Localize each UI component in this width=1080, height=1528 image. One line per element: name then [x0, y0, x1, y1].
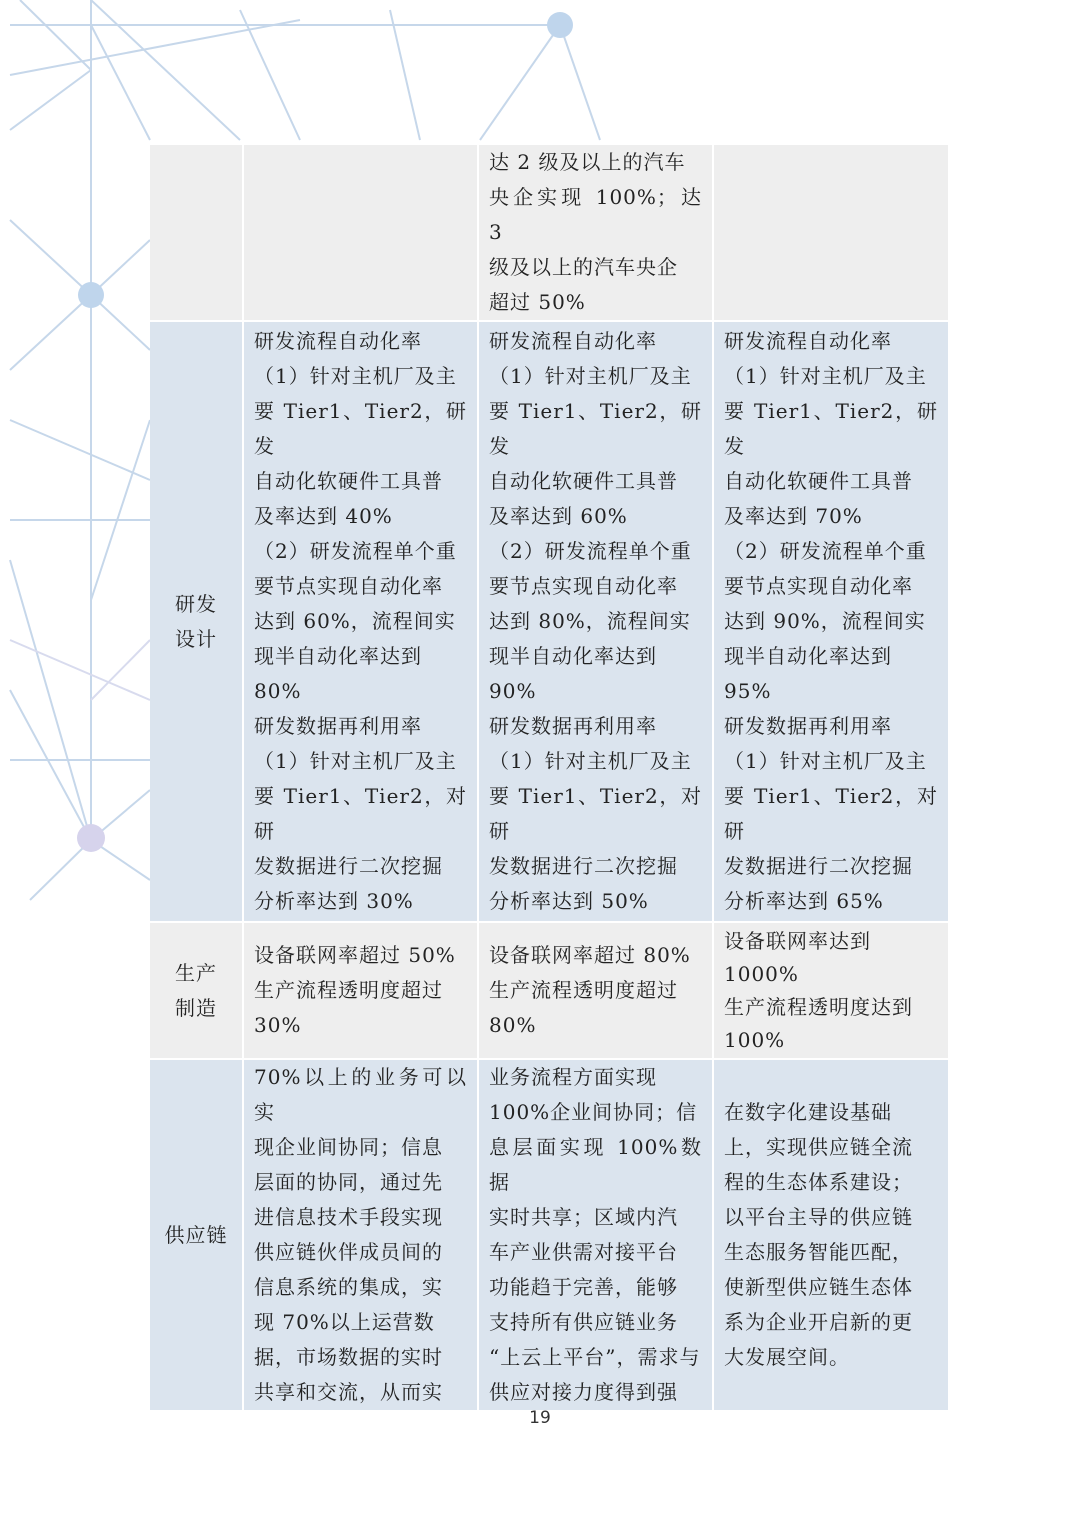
table-cell: [478, 1059, 713, 1411]
cell-text-line: 信息系统的集成，实: [254, 1275, 443, 1299]
cell-text-line: 大发展空间。: [724, 1345, 850, 1369]
cell-text-line: 达到 60%，流程间实: [254, 609, 456, 633]
cell-text-line: 央企实现 100%；达 3: [489, 185, 702, 244]
table-cell: [478, 321, 713, 922]
cell-text-line: 要节点实现自动化率: [724, 574, 913, 598]
cell-text-line: 发数据进行二次挖掘: [489, 854, 678, 878]
cell-text-line: 分析率达到 30%: [254, 889, 414, 913]
cell-text-line: 自动化软硬件工具普: [724, 469, 913, 493]
cell-text-line: 支持所有供应链业务: [489, 1310, 678, 1334]
cell-text-line: 100%: [724, 1027, 786, 1052]
cell-text-line: 设计: [175, 626, 217, 651]
cell-text-line: 供应对接力度得到强: [489, 1380, 678, 1404]
cell-text-line: 要 Tier1、Tier2，对研: [254, 784, 467, 843]
table-cell: [243, 145, 478, 321]
table-cell: [713, 321, 948, 922]
cell-text-line: 研发流程自动化率: [254, 329, 422, 353]
cell-text-line: 研发流程自动化率: [724, 329, 892, 353]
cell-text-line: 现 70%以上运营数: [254, 1310, 435, 1334]
cell-text-line: 及率达到 60%: [489, 504, 628, 528]
cell-text-line: 研发数据再利用率: [489, 714, 657, 738]
cell-text-line: 达 2 级及以上的汽车: [489, 150, 686, 174]
cell-text-line: 研发: [175, 591, 217, 616]
cell-text-line: 系为企业开启新的更: [724, 1310, 913, 1334]
cell-text-line: 在数字化建设基础: [724, 1100, 892, 1124]
cell-text-line: （2）研发流程单个重: [489, 539, 692, 563]
cell-text-line: 生产: [175, 960, 217, 985]
cell-text-line: 90%: [489, 679, 537, 703]
cell-text-line: 实时共享；区域内汽: [489, 1205, 678, 1229]
cell-text-line: 自动化软硬件工具普: [254, 469, 443, 493]
cell-text-line: （2）研发流程单个重: [254, 539, 457, 563]
cell-text-line: 分析率达到 50%: [489, 889, 649, 913]
cell-text-line: （1）针对主机厂及主: [254, 364, 457, 388]
cell-text-line: 95%: [724, 679, 772, 703]
cell-text-line: 现半自动化率达到: [254, 644, 422, 668]
cell-text-line: （1）针对主机厂及主: [724, 364, 927, 388]
cell-text-line: 80%: [254, 679, 302, 703]
table-cell: [243, 1059, 478, 1411]
table-row-header: [150, 145, 243, 321]
cell-text-line: 要 Tier1、Tier2，对研: [489, 784, 702, 843]
cell-text-line: 设备联网率超过 50%: [254, 943, 456, 967]
cell-text-line: 以平台主导的供应链: [724, 1205, 913, 1229]
cell-text-line: 供应链伙伴成员间的: [254, 1240, 443, 1264]
cell-text-line: 研发数据再利用率: [724, 714, 892, 738]
cell-text-line: 供应链: [164, 1222, 228, 1247]
table-row-header: [150, 922, 243, 1059]
cell-text-line: 现企业间协同；信息: [254, 1135, 443, 1159]
cell-text-line: 要节点实现自动化率: [254, 574, 443, 598]
cell-text-line: 息层面实现 100%数据: [489, 1135, 702, 1194]
cell-text-line: 要 Tier1、Tier2，研发: [254, 399, 467, 458]
cell-text-line: 功能趋于完善，能够: [489, 1275, 678, 1299]
cell-text-line: 业务流程方面实现: [489, 1065, 657, 1089]
table-cell: [713, 145, 948, 321]
cell-text-line: （1）针对主机厂及主: [724, 749, 927, 773]
cell-text-line: 车产业供需对接平台: [489, 1240, 678, 1264]
cell-text-line: 生态服务智能匹配，: [724, 1240, 913, 1264]
cell-text-line: 级及以上的汽车央企: [489, 255, 678, 279]
table-cell: [243, 321, 478, 922]
cell-text-line: 100%企业间协同；信: [489, 1100, 698, 1124]
table-row-continued: [150, 145, 948, 321]
cell-text-line: 分析率达到 65%: [724, 889, 884, 913]
cell-text-line: 制造: [175, 995, 217, 1020]
table-row-header: [150, 1059, 243, 1411]
data-table: [150, 145, 948, 1412]
cell-text-line: 生产流程透明度达到: [724, 994, 913, 1019]
cell-text-line: 要 Tier1、Tier2，研发: [724, 399, 938, 458]
cell-text-line: 研发数据再利用率: [254, 714, 422, 738]
table-cell: [713, 1059, 948, 1411]
cell-text-line: 层面的协同，通过先: [254, 1170, 443, 1194]
table-cell: [713, 922, 948, 1059]
cell-text-line: 要节点实现自动化率: [489, 574, 678, 598]
cell-text-line: 自动化软硬件工具普: [489, 469, 678, 493]
cell-text-line: （1）针对主机厂及主: [489, 749, 692, 773]
cell-text-line: 使新型供应链生态体: [724, 1275, 913, 1299]
cell-text-line: 共享和交流，从而实: [254, 1380, 443, 1404]
table-cell: [478, 145, 713, 321]
table-cell: [243, 922, 478, 1059]
cell-text-line: （1）针对主机厂及主: [489, 364, 692, 388]
cell-text-line: 超过 50%: [489, 290, 586, 314]
cell-text-line: 现半自动化率达到: [489, 644, 657, 668]
cell-text-line: 设备联网率达到: [724, 928, 871, 953]
cell-text-line: （2）研发流程单个重: [724, 539, 927, 563]
cell-text-line: 达到 90%，流程间实: [724, 609, 926, 633]
cell-text-line: 生产流程透明度超过: [254, 978, 443, 1002]
cell-text-line: 上，实现供应链全流: [724, 1135, 913, 1159]
cell-text-line: 30%: [254, 1013, 302, 1037]
cell-text-line: 进信息技术手段实现: [254, 1205, 443, 1229]
cell-text-line: 70%以上的业务可以实: [254, 1065, 467, 1124]
cell-text-line: 要 Tier1、Tier2，研发: [489, 399, 702, 458]
table-row-supply-chain: [150, 1059, 948, 1411]
cell-text-line: 现半自动化率达到: [724, 644, 892, 668]
cell-text-line: 发数据进行二次挖掘: [724, 854, 913, 878]
cell-text-line: 生产流程透明度超过: [489, 978, 678, 1002]
cell-text-line: （1）针对主机厂及主: [254, 749, 457, 773]
cell-text-line: 及率达到 40%: [254, 504, 393, 528]
cell-text-line: 1000%: [724, 961, 799, 986]
table-row-rnd-design: [150, 321, 948, 922]
table-row-header: [150, 321, 243, 922]
cell-text-line: 程的生态体系建设；: [724, 1170, 913, 1194]
cell-text-line: 达到 80%，流程间实: [489, 609, 691, 633]
cell-text-line: 据，市场数据的实时: [254, 1345, 443, 1369]
table-cell: [478, 922, 713, 1059]
cell-text-line: 及率达到 70%: [724, 504, 863, 528]
cell-text-line: 80%: [489, 1013, 537, 1037]
cell-text-line: 要 Tier1、Tier2，对研: [724, 784, 938, 843]
table-row-manufacturing: [150, 922, 948, 1059]
cell-text-line: “上云上平台”，需求与: [489, 1345, 701, 1369]
cell-text-line: 设备联网率超过 80%: [489, 943, 691, 967]
cell-text-line: 发数据进行二次挖掘: [254, 854, 443, 878]
cell-text-line: 研发流程自动化率: [489, 329, 657, 353]
page-number: 19: [529, 1408, 551, 1428]
